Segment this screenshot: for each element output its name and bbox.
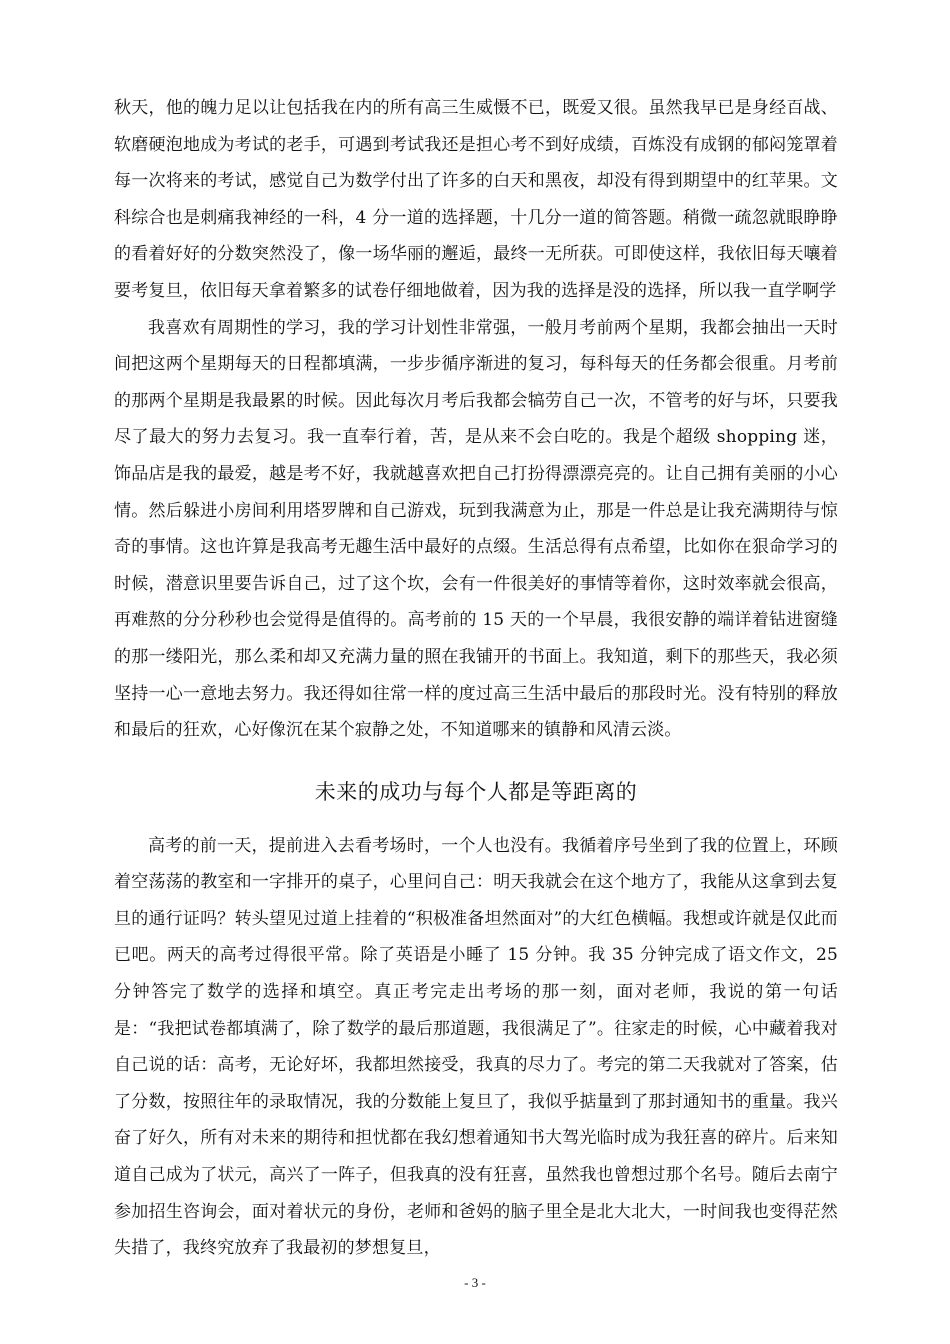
section-heading: 未来的成功与每个人都是等距离的 [314,779,638,804]
paragraph-continued: 秋天，他的魄力足以让包括我在内的所有高三生威慑不已，既爱又很。虽然我早已是身经百战、软磨硬泡地成为考试的老手，可遇到考试我还是担心考不到好成绩，百炼没有成钢的郁闷笼罩着每一次将来的考试，感觉自己为数学付出了许多的白天和黑夜，却没有得到期望中的红苹果。文科综合也是刺痛我神经的一科，4 分一道的选择题，十几分一道的简答题。稍微一疏忽就眼睁睁的看着好好的分数突然没了，像一场华丽的邂逅，最终一无所获。可即使这样，我依旧每天嚷着要考复旦，依旧每天拿着繁多的试卷仔细地做着，因为我的选择是没的选择，所以我一直学啊学 [114,98,838,301]
page-body [114,90,838,1267]
paragraph-exam-day: 高考的前一天，提前进入去看考场时，一个人也没有。我循着序号坐到了我的位置上，环顾着空荡荡的教室和一字排开的桌子，心里问自己：明天我就会在这个地方了，我能从这拿到去复旦的通行证吗？转头望见过道上挂着的“积极准备坦然面对”的大红色横幅。我想或许就是仅此而已吧。两天的高考过得很平常。除了英语是小睡了 15 分钟。我 35 分钟完成了语文作文，25 分钟答完了数学的选择和填空。真正考完走出考场的那一刻，面对老师，我说的第一句话是：“我把试卷都填满了，除了数学的最后那道题，我很满足了”。往家走的时候，心中藏着我对自己说的话：高考，无论好坏，我都坦然接受，我真的尽力了。考完的第二天我就对了答案，估了分数，按照往年的录取情况，我的分数能上复旦了，我似乎掂量到了那封通知书的重量。我兴奋了好久，所有对未来的期待和担忧都在我幻想着通知书大驾光临时成为我狂喜的碎片。后来知道自己成为了状元，高兴了一阵子，但我真的没有狂喜，虽然我也曾想过那个名号。随后去南宁参加招生咨询会，面对着状元的身份，老师和爸妈的脑子里全是北大北大，一时间我也变得茫然失措了，我终究放弃了我最初的梦想复旦， [114,835,838,1259]
paragraph-study-plan: 我喜欢有周期性的学习，我的学习计划性非常强，一般月考前两个星期，我都会抽出一天时间把这两个星期每天的日程都填满，一步步循序渐进的复习，每科每天的任务都会很重。月考前的那两个星期是我最累的时候。因此每次月考后我都会犒劳自己一次，不管考的好与坏，只要我尽了最大的努力去复习。我一直奉行着，苦，是从来不会白吃的。我是个超级 shopping 迷，饰品店是我的最爱，越是考不好，我就越喜欢把自己打扮得漂漂亮亮的。让自己拥有美丽的小心情。然后躲进小房间利用塔罗牌和自己游戏，玩到我满意为止，那是一件总是让我充满期待与惊奇的事情。这也许算是我高考无趣生活中最好的点缀。生活总得有点希望，比如你在狠命学习的时候，潜意识里要告诉自己，过了这个坎，会有一件很美好的事情等着你，这时效率就会很高，再难熬的分分秒秒也会觉得是值得的。高考前的 15 天的一个早晨，我很安静的端详着钻进窗缝的那一缕阳光，那么柔和却又充满力量的照在我铺开的书面上。我知道，剩下的那些天，我必须坚持一心一意地去努力。我还得如往常一样的度过高三生活中最后的那段时光。没有特别的释放和最后的狂欢，心好像沉在某个寂静之处，不知道哪来的镇静和风清云淡。 [114,317,838,741]
page-number: - 3 - [464,1275,486,1290]
